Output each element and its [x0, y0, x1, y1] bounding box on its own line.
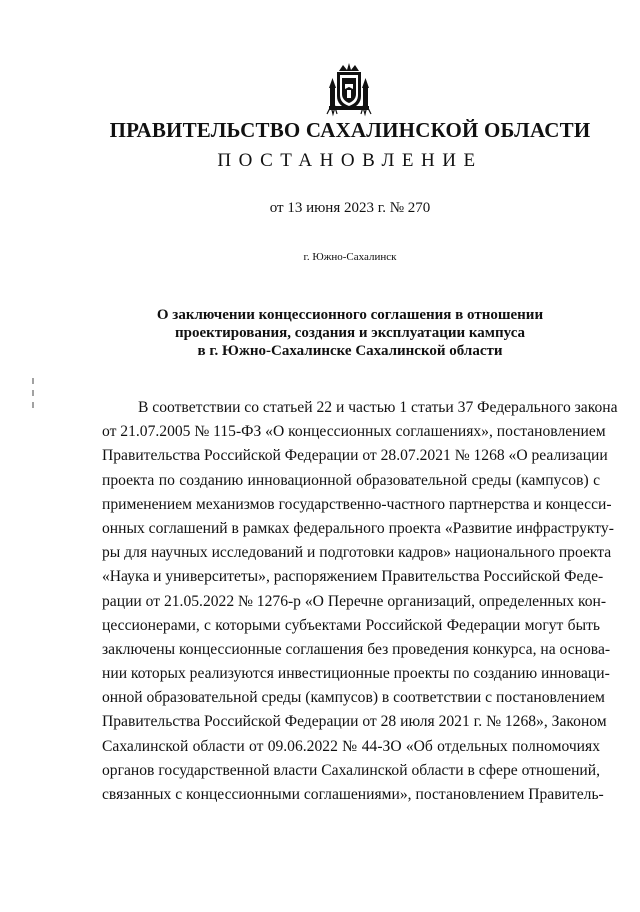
body-line: онных соглашений в рамках федерального проекта «Развитие инфраструкту- — [102, 519, 614, 537]
body-line: применением механизмов государственно-частного партнерства и концесси- — [102, 495, 612, 513]
document-body — [102, 396, 618, 807]
coat-of-arms-emblem — [325, 62, 373, 118]
body-line: заключены концессионные соглашения без проведения конкурса, на основа- — [102, 640, 611, 658]
subject-line: проектирования, создания и эксплуатации кампуса — [174, 325, 526, 341]
body-line: Сахалинской области от 09.06.2022 № 44-ЗО «Об отдельных полномочиях — [102, 737, 600, 755]
government-title: ПРАВИТЕЛЬСТВО САХАЛИНСКОЙ ОБЛАСТИ — [109, 118, 591, 142]
subject-line: О заключении концессионного соглашения в отношении — [156, 307, 544, 323]
body-line: от 21.07.2005 № 115-ФЗ «О концессионных соглашениях», постановлением — [102, 423, 606, 441]
body-line: нии которых реализуются инвестиционные проекты по созданию инноваци- — [102, 665, 610, 683]
body-line: цессионерами, с которыми субъектами Российской Федерации могут быть — [102, 616, 600, 634]
body-line: органов государственной власти Сахалинской области в сфере отношений, — [102, 761, 600, 779]
body-line: В соответствии со статьей 22 и частью 1 статьи 37 Федерального закона — [138, 399, 618, 416]
body-line: ры для научных исследований и подготовки кадров» национального проекта — [102, 544, 612, 562]
body-line: Правительства Российской Федерации от 28 июля 2021 г. № 1268», Законом — [102, 713, 607, 731]
body-line: проекта по созданию инновационной образовательной среды (кампусов) с — [102, 471, 600, 489]
document-type: ПОСТАНОВЛЕНИЕ — [217, 150, 483, 171]
body-line: рации от 21.05.2022 № 1276-р «О Перечне организаций, определенных кон- — [102, 592, 607, 610]
date-number: от 13 июня 2023 г. № 270 — [269, 200, 431, 216]
body-line: «Наука и университеты», распоряжением Правительства Российской Феде- — [102, 568, 604, 586]
body-line: связанных с концессионными соглашениями», постановлением Правитель- — [102, 786, 604, 803]
subject-line: в г. Южно-Сахалинске Сахалинской области — [197, 343, 503, 359]
body-line: онной образовательной среды (кампусов) в соответствии с постановлением — [102, 689, 605, 707]
body-line: Правительства Российской Федерации от 28.07.2021 № 1268 «О реализации — [102, 447, 608, 465]
city-name: г. Южно-Сахалинск — [303, 251, 397, 263]
margin-mark — [30, 378, 36, 410]
document-subject — [120, 306, 580, 360]
